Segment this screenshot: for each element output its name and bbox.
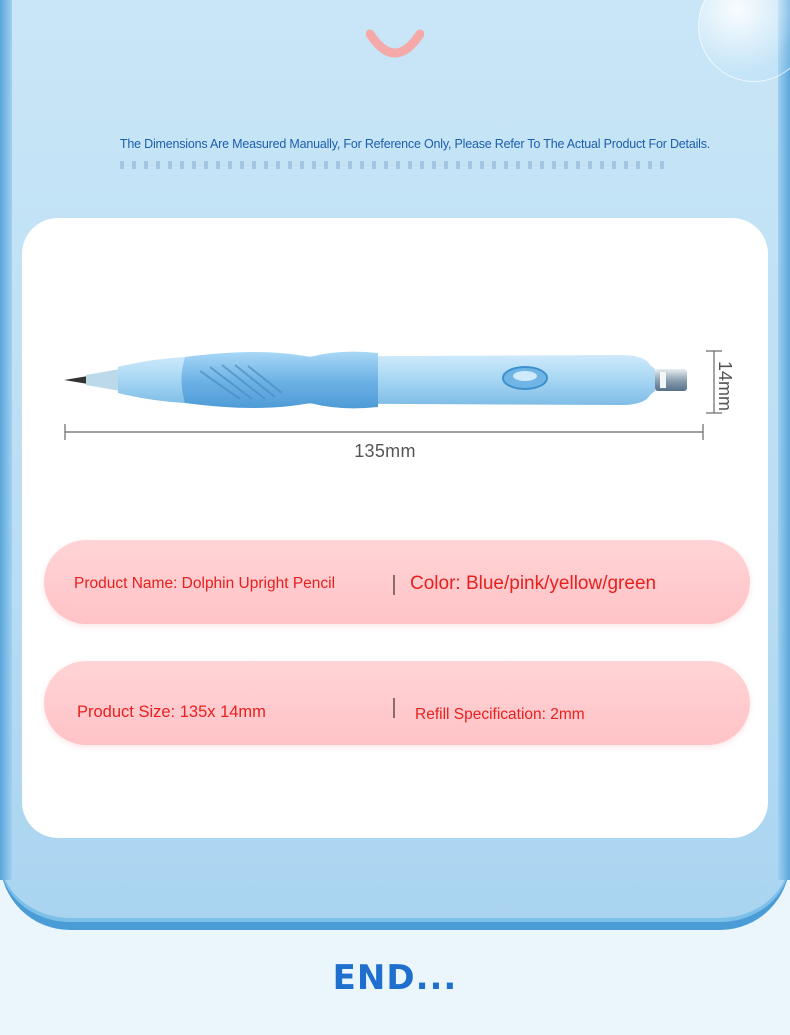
spec-separator bbox=[393, 575, 395, 595]
width-label: 14mm bbox=[715, 361, 735, 412]
frame-left-edge bbox=[0, 0, 12, 880]
frame-right-edge bbox=[778, 0, 790, 880]
product-name-text: Product Name: Dolphin Upright Pencil bbox=[74, 575, 336, 592]
spec-separator bbox=[393, 698, 395, 718]
color-text: Color: Blue/pink/yellow/green bbox=[410, 573, 657, 594]
disclaimer-note: The Dimensions Are Measured Manually, For Reference Only, Please Refer To The Actual Product For Details. bbox=[119, 137, 711, 151]
refill-spec-text: Refill Specification: 2mm bbox=[415, 706, 585, 723]
length-label: 135mm bbox=[354, 441, 416, 461]
end-label: END... bbox=[332, 958, 458, 998]
length-dimension-line bbox=[64, 422, 704, 442]
pencil-image bbox=[60, 345, 700, 415]
smile-icon bbox=[366, 28, 424, 64]
product-size-text: Product Size: 135x 14mm bbox=[77, 703, 266, 721]
product-card bbox=[22, 218, 768, 838]
faded-text-line bbox=[120, 161, 670, 169]
